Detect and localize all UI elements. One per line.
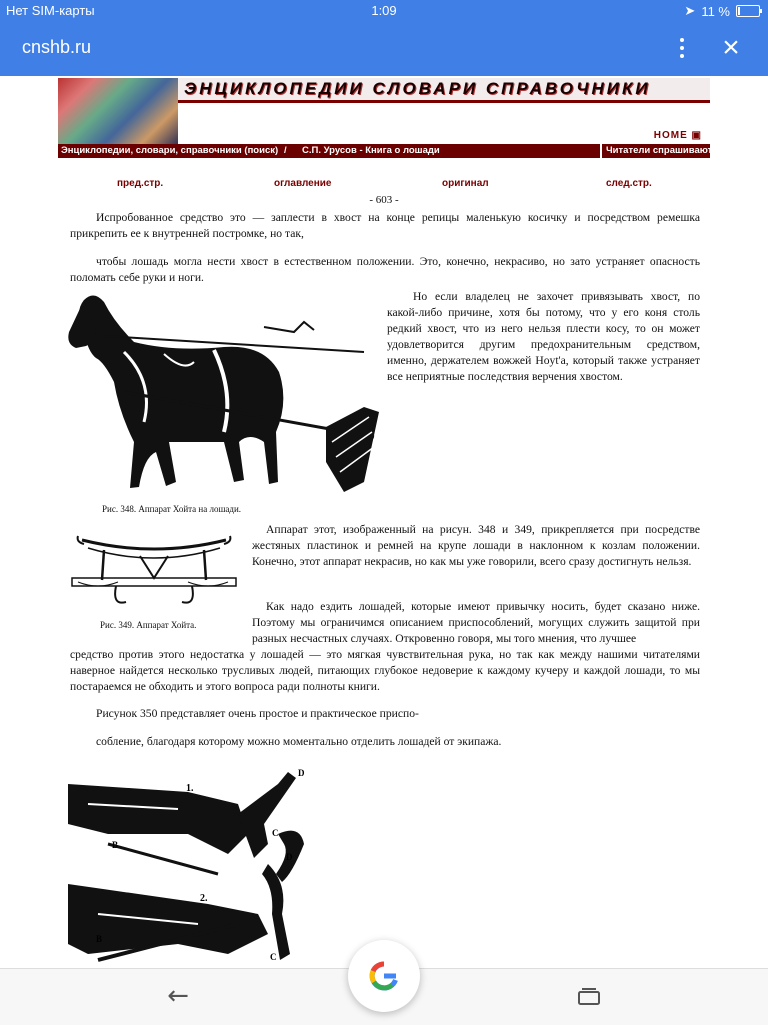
fig350-label-b2: B [96, 934, 103, 944]
banner-title: ЭНЦИКЛОПЕДИИ СЛОВАРИ СПРАВОЧНИКИ [178, 78, 710, 100]
location-arrow-icon: ➤ [684, 3, 696, 18]
home-link[interactable]: HOME ▣ [653, 130, 702, 141]
battery-percent: 11 % [701, 3, 730, 19]
carrier-text: Нет SIM-карты [6, 3, 95, 18]
nav-link-book[interactable]: С.П. Урусов - Книга о лошади [302, 145, 440, 156]
fig350-label-2: 2. [200, 893, 208, 904]
paragraph-2: чтобы лошадь могла нести хвост в естественном положении. Это, конечно, некрасиво, но зато устраняет опасность поломать себе руки и ноги. [70, 255, 700, 284]
hoyt-apparatus-illustration [68, 528, 240, 612]
google-search-button[interactable] [348, 940, 420, 1012]
original-link[interactable]: оригинал [442, 178, 489, 189]
back-arrow-icon[interactable]: ← [167, 981, 189, 1011]
nav-link-readers-ask[interactable]: Читатели спрашивают [600, 144, 712, 158]
fig350-label-c1: C [272, 828, 279, 838]
fig350-label-c2: C [270, 952, 277, 962]
fig350-label-d2: D [286, 852, 293, 862]
status-bar [0, 0, 768, 22]
battery-icon [736, 5, 760, 17]
nav-link-encyclopedias[interactable]: Энциклопедии, словари, справочники (поиск) [61, 145, 279, 156]
page-number: - 603 - [369, 194, 399, 206]
home-square-icon: ▣ [691, 130, 702, 141]
more-vert-icon[interactable] [672, 34, 692, 64]
tabs-icon[interactable] [578, 987, 600, 1005]
caption-fig-349: Рис. 349. Аппарат Хойта. [100, 620, 197, 630]
paragraph-5-part-1: Как надо ездить лошадей, которые имеют привычку носить, будет сказано ниже. Поэтому мы ограничимся описанием приспособлений, могущих служить защитой при разных несчастных случаях. Откровенно говоря, мы того мнения, что лучшее [252, 600, 700, 645]
banner-divider [178, 100, 710, 103]
site-banner [58, 78, 710, 144]
caption-fig-348: Рис. 348. Аппарат Хойта на лошади. [102, 504, 242, 514]
uncoupling-device-illustration [68, 764, 328, 968]
google-icon [348, 940, 420, 1012]
status-right [684, 3, 760, 19]
status-time: 1:09 [371, 3, 397, 18]
site-navbar [58, 144, 713, 158]
fig350-label-1: 1. [186, 783, 194, 794]
paragraph-4: Аппарат этот, изображенный на рисун. 348 и 349, прикрепляется при посредстве жестяных пластинок и ремней на крупе лошади в наклонном к козлам положении. Конечно, этот аппарат некрасив, но как мы уже говорили, всего сразу достигнуть нельзя. [252, 523, 700, 568]
horse-apparatus-illustration [64, 292, 384, 498]
next-page-link[interactable]: след.стр. [606, 178, 652, 189]
paragraph-3: Но если владелец не захочет привязывать хвост, по какой-либо причине, хотя бы потому, что у его коня столь редкий хвост, что из него нельзя плести косу, то он может удовлетворится другим предохранительным средством, именно, держателем вожжей Hoyt'a, который также устраняет все неприятные последствия верчения хвостом. [387, 290, 700, 383]
paragraph-1: Испробованное средство это — заплести в хвост на конце репицы маленькую косичку и посредством ремешка прикрепить ее к внутренней постромке, но так, [70, 211, 700, 240]
browser-toolbar [0, 22, 768, 76]
toc-link[interactable]: оглавление [274, 178, 332, 189]
fig350-label-d1: D [298, 768, 305, 778]
url-domain[interactable]: cnshb.ru [22, 37, 92, 57]
paragraph-6: Рисунок 350 представляет очень простое и практическое приспо- [96, 707, 419, 720]
nav-separator: / [284, 145, 287, 156]
fig350-label-b1: B [112, 840, 119, 850]
prev-page-link[interactable]: пред.стр. [117, 178, 164, 189]
banner-photo-collage [58, 78, 178, 144]
paragraph-5-part-2: средство против этого недостатка у лошадей — это мягкая чувствительная рука, но так как между нашими читателями наверное найдется несколько трусливых людей, питающих глубокое недоверие к каждому кучеру и каждой лошади, то мы постараемся не обходить и этого вопроса ради полноты книги. [70, 648, 700, 693]
paragraph-7: собление, благодаря которому можно моментально отделить лошадей от экипажа. [96, 735, 502, 748]
close-icon[interactable]: × [722, 31, 740, 64]
